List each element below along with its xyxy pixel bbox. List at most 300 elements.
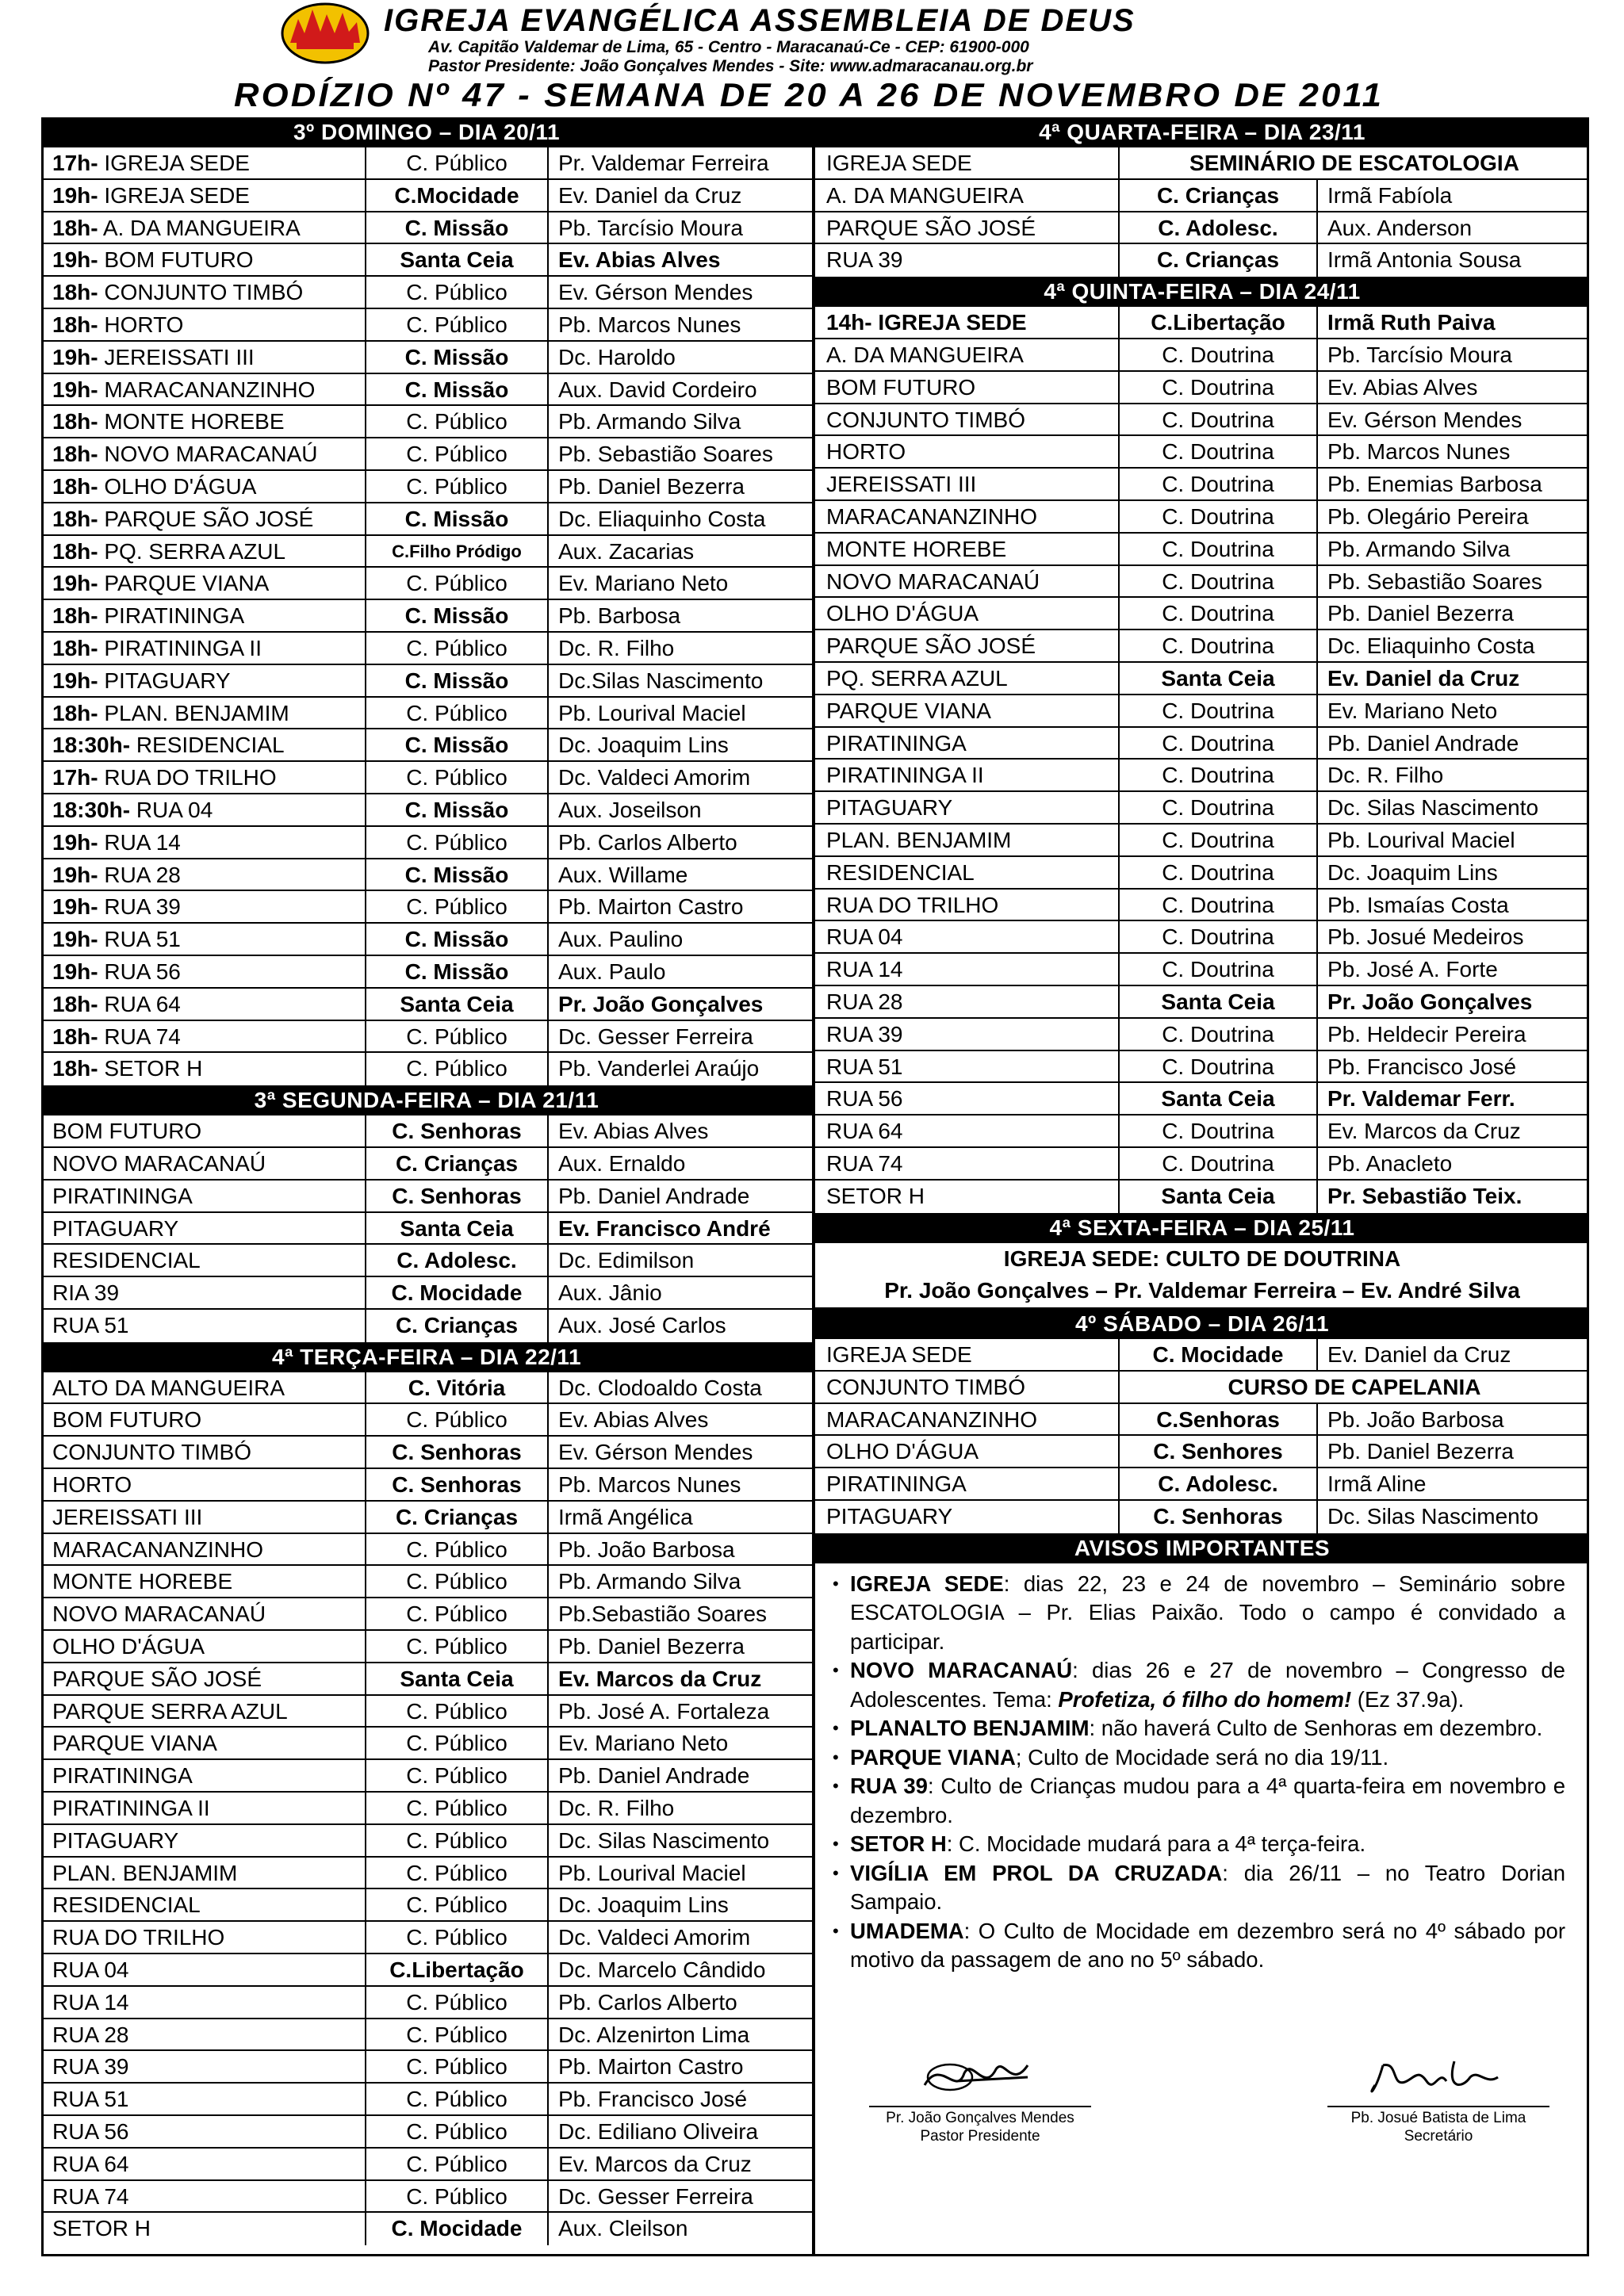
service-cell: Santa Ceia bbox=[1118, 1083, 1318, 1114]
aviso-label: NOVO MARACANAÚ bbox=[850, 1658, 1073, 1683]
aviso-item bbox=[833, 1714, 1565, 1743]
service-cell: C.Libertação bbox=[1118, 307, 1318, 338]
leader-cell: Ev. Daniel da Cruz bbox=[1327, 665, 1520, 691]
aviso-item bbox=[833, 1859, 1565, 1917]
leader-cell: Dc. Eliaquinho Costa bbox=[1327, 633, 1535, 659]
leader-cell: Pb. Daniel Bezerra bbox=[558, 473, 745, 499]
table-row bbox=[815, 890, 1589, 922]
leader-cell: Pb. Olegário Pereira bbox=[1327, 503, 1529, 529]
leader-cell: Ev. Gérson Mendes bbox=[558, 280, 753, 305]
table-row bbox=[815, 244, 1589, 277]
table-row bbox=[41, 406, 812, 438]
place-name: NOVO MARACANAÚ bbox=[104, 442, 318, 467]
place-name: BOM FUTURO bbox=[52, 1119, 202, 1144]
service-cell: C. Público bbox=[365, 568, 549, 599]
aviso-item bbox=[833, 1656, 1565, 1714]
place-name: PIRATININGA bbox=[52, 1183, 193, 1208]
aviso-item bbox=[833, 1743, 1565, 1773]
service-cell: C. Crianças bbox=[365, 1310, 549, 1342]
leader-cell: Aux. Jânio bbox=[558, 1280, 662, 1306]
time-label: 18h- bbox=[52, 538, 98, 564]
place-name: OLHO D'ÁGUA bbox=[826, 601, 979, 626]
table-row bbox=[41, 180, 812, 212]
table-row bbox=[815, 1148, 1589, 1181]
place-cell bbox=[41, 2084, 365, 2114]
service-cell: C. Missão bbox=[365, 729, 549, 760]
place-name: RIA 39 bbox=[52, 1280, 120, 1306]
place-cell bbox=[41, 342, 365, 373]
leader-cell: Pb. Francisco José bbox=[1327, 1054, 1517, 1079]
table-row bbox=[41, 698, 812, 730]
aviso-item bbox=[833, 1570, 1565, 1657]
leader-cell: Pb. Vanderlei Araújo bbox=[558, 1056, 760, 1081]
place-name: MONTE HOREBE bbox=[104, 409, 285, 434]
leader-cell: Dc. R. Filho bbox=[558, 1796, 675, 1821]
service-cell: C. Crianças bbox=[1118, 180, 1318, 211]
signature-line-right bbox=[1327, 2106, 1549, 2107]
table-row bbox=[41, 568, 812, 600]
leader-cell: Pb. Sebastião Soares bbox=[558, 442, 773, 467]
table-row bbox=[41, 1793, 812, 1825]
service-cell: C. Doutrina bbox=[1118, 501, 1318, 532]
place-cell bbox=[41, 1663, 365, 1694]
sabado-heading: 4º SÁBADO – DIA 26/11 bbox=[815, 1309, 1589, 1339]
place-name: PQ. SERRA AZUL bbox=[826, 665, 1008, 691]
place-cell bbox=[41, 2213, 365, 2245]
place-name: OLHO D'ÁGUA bbox=[104, 473, 257, 499]
leader-cell: Pb. Carlos Alberto bbox=[558, 829, 737, 855]
place-name: RUA 39 bbox=[826, 247, 903, 273]
aviso-text bbox=[850, 1570, 1565, 1657]
right-column bbox=[815, 117, 1589, 1975]
table-row bbox=[41, 2116, 812, 2149]
leader-cell: Ev. Marcos da Cruz bbox=[1327, 1119, 1521, 1144]
time-label: 18h- bbox=[52, 991, 98, 1016]
table-row bbox=[41, 1566, 812, 1598]
table-row bbox=[41, 1889, 812, 1922]
service-cell: C. Público bbox=[365, 147, 549, 178]
table-row bbox=[41, 2213, 812, 2245]
leader-cell: Aux. David Cordeiro bbox=[558, 377, 757, 402]
place-cell bbox=[41, 1404, 365, 1435]
place-name: PARQUE SÃO JOSÉ bbox=[826, 215, 1036, 240]
place-name: PARQUE SÃO JOSÉ bbox=[104, 506, 314, 531]
aviso-body: : Culto de Crianças mudou para a 4ª quarta-feira em novembro e dezembro. bbox=[850, 1774, 1565, 1827]
table-row bbox=[41, 794, 812, 827]
table-row bbox=[41, 503, 812, 536]
place-name: BOM FUTURO bbox=[826, 374, 976, 400]
quinta-table bbox=[815, 307, 1589, 1212]
leader-cell: Pb. José A. Forte bbox=[1327, 957, 1498, 982]
signature-right-role: Secretário bbox=[1404, 2128, 1473, 2145]
place-cell bbox=[41, 568, 365, 599]
signature-left-role: Pastor Presidente bbox=[920, 2128, 1040, 2145]
time-label: 19h- bbox=[52, 247, 98, 273]
table-row bbox=[41, 2084, 812, 2116]
leader-cell: Pb. Francisco José bbox=[558, 2087, 748, 2112]
service-cell: C. Missão bbox=[365, 212, 549, 243]
table-row bbox=[41, 1277, 812, 1310]
table-row bbox=[41, 1922, 812, 1954]
bullet-icon: • bbox=[833, 1862, 839, 1883]
service-cell: C. Crianças bbox=[1118, 244, 1318, 277]
service-cell: C. Doutrina bbox=[1118, 825, 1318, 855]
place-name: RESIDENCIAL bbox=[826, 859, 975, 885]
place-cell bbox=[41, 309, 365, 340]
time-label: 17h- bbox=[52, 151, 98, 175]
service-cell: C. Missão bbox=[365, 859, 549, 890]
table-row bbox=[815, 1083, 1589, 1115]
leader-cell: Pb. Daniel Bezerra bbox=[1327, 1439, 1515, 1464]
place-cell bbox=[815, 1404, 1118, 1435]
leader-cell: Ev. Mariano Neto bbox=[558, 571, 729, 596]
aviso-body: ; Culto de Mocidade será no dia 19/11. bbox=[1015, 1744, 1389, 1770]
segunda-table bbox=[41, 1115, 812, 1342]
bullet-icon: • bbox=[833, 1920, 839, 1941]
service-cell: C.Senhoras bbox=[1118, 1404, 1318, 1435]
signature-left bbox=[861, 2053, 1099, 2145]
service-cell: C. Público bbox=[365, 2149, 549, 2179]
place-name: RUA 28 bbox=[826, 989, 903, 1014]
service-cell: C. Missão bbox=[365, 503, 549, 534]
leader-cell: Ev. Abias Alves bbox=[558, 1119, 709, 1144]
place-name: A. DA MANGUEIRA bbox=[826, 342, 1024, 367]
aviso-theme: Profetiza, ó filho do homem! bbox=[1058, 1686, 1352, 1712]
time-label: 19h- bbox=[52, 894, 98, 920]
sexta-service: IGREJA SEDE: CULTO DE DOUTRINA bbox=[1003, 1246, 1401, 1271]
leader-cell: Pb. Mairton Castro bbox=[558, 894, 744, 920]
time-label: 18h- bbox=[52, 442, 98, 467]
table-row bbox=[815, 534, 1589, 566]
leader-cell: Pb. Tarcísio Moura bbox=[1327, 342, 1512, 367]
place-name: OLHO D'ÁGUA bbox=[52, 1634, 205, 1659]
place-cell bbox=[815, 534, 1118, 564]
aviso-body: : O Culto de Mocidade em dezembro será no 4º sábado por motivo da passagem de ano no 5º sábado. bbox=[850, 1918, 1565, 1973]
table-row bbox=[41, 1696, 812, 1728]
place-cell bbox=[41, 1534, 365, 1565]
place-name: 14h- IGREJA SEDE bbox=[826, 310, 1027, 335]
table-row bbox=[41, 1053, 812, 1085]
service-cell: C. Mocidade bbox=[365, 2213, 549, 2245]
place-name: SETOR H bbox=[826, 1183, 925, 1208]
leader-cell: Ev. Francisco André bbox=[558, 1215, 771, 1241]
leader-cell: Ev. Daniel da Cruz bbox=[1327, 1342, 1511, 1368]
table-row bbox=[41, 1631, 812, 1663]
leader-cell: Dc. Silas Nascimento bbox=[558, 1827, 770, 1853]
leader-cell: Ev. Abias Alves bbox=[1327, 374, 1478, 400]
place-cell bbox=[41, 1053, 365, 1085]
service-cell: Santa Ceia bbox=[1118, 986, 1318, 1017]
place-name: PARQUE VIANA bbox=[52, 1731, 217, 1756]
service-cell: C. Doutrina bbox=[1118, 372, 1318, 403]
place-name: RUA 51 bbox=[52, 1312, 129, 1337]
table-row bbox=[815, 630, 1589, 663]
place-cell bbox=[41, 1021, 365, 1052]
place-cell bbox=[41, 1825, 365, 1856]
service-cell: C.Filho Pródigo bbox=[365, 536, 549, 567]
place-cell bbox=[41, 1213, 365, 1244]
leader-cell: Irmã Aline bbox=[1327, 1471, 1427, 1497]
place-name: RUA 74 bbox=[826, 1150, 903, 1176]
bullet-icon: • bbox=[833, 1747, 839, 1767]
table-row bbox=[41, 2019, 812, 2052]
table-row bbox=[815, 307, 1589, 339]
time-label: 18h- bbox=[52, 473, 98, 499]
aviso-text bbox=[850, 1772, 1565, 1830]
table-row bbox=[41, 1372, 812, 1405]
service-cell: C. Público bbox=[365, 698, 549, 729]
terca-table bbox=[41, 1372, 812, 2246]
place-cell bbox=[815, 1468, 1118, 1499]
service-cell: C. Público bbox=[365, 1631, 549, 1662]
aviso-body: : não haverá Culto de Senhoras em dezembro. bbox=[1089, 1716, 1543, 1741]
time-label: 19h- bbox=[52, 571, 98, 596]
organization-name: IGREJA EVANGÉLICA ASSEMBLEIA DE DEUS bbox=[384, 3, 1136, 38]
leader-cell: Pr. Valdemar Ferreira bbox=[558, 151, 769, 175]
time-label: 19h- bbox=[52, 959, 98, 984]
table-row bbox=[41, 1760, 812, 1793]
table-row bbox=[41, 438, 812, 471]
leader-cell: Ev. Abias Alves bbox=[558, 247, 721, 273]
leader-cell: Aux. Ernaldo bbox=[558, 1150, 686, 1176]
place-name: PITAGUARY bbox=[52, 1827, 179, 1853]
service-cell: C. Público bbox=[365, 1696, 549, 1727]
time-label: 19h- bbox=[52, 862, 98, 887]
table-row bbox=[41, 471, 812, 503]
leader-cell: Aux. Joseilson bbox=[558, 797, 702, 822]
aviso-text bbox=[850, 1859, 1565, 1917]
service-cell: C. Missão bbox=[365, 924, 549, 955]
place-cell bbox=[41, 1566, 365, 1597]
place-name: ALTO DA MANGUEIRA bbox=[52, 1375, 285, 1400]
service-cell: C. Público bbox=[365, 1728, 549, 1758]
table-row bbox=[41, 1245, 812, 1277]
table-row bbox=[41, 212, 812, 245]
place-name: PARQUE VIANA bbox=[104, 571, 270, 596]
leader-cell: Pb. Lourival Maciel bbox=[558, 700, 746, 725]
service-cell: C. Público bbox=[365, 1534, 549, 1565]
leader-cell: Dc. Joaquim Lins bbox=[558, 733, 729, 758]
place-name: PITAGUARY bbox=[52, 1215, 179, 1241]
table-row bbox=[41, 891, 812, 924]
place-cell bbox=[41, 762, 365, 793]
leader-cell: Irmã Angélica bbox=[558, 1504, 693, 1529]
place-cell bbox=[815, 1181, 1118, 1213]
aviso-label: IGREJA SEDE bbox=[850, 1571, 1004, 1596]
table-row bbox=[815, 1436, 1589, 1468]
table-row bbox=[41, 1437, 812, 1469]
service-cell: C. Público bbox=[365, 277, 549, 308]
leader-cell: Pb. Daniel Bezerra bbox=[558, 1634, 745, 1659]
sexta-heading: 4ª SEXTA-FEIRA – DIA 25/11 bbox=[815, 1213, 1589, 1243]
service-cell: C. Missão bbox=[365, 342, 549, 373]
signature-right bbox=[1320, 2053, 1557, 2145]
place-name: NOVO MARACANAÚ bbox=[52, 1601, 266, 1627]
leader-cell: Irmã Antonia Sousa bbox=[1327, 247, 1522, 273]
place-name: MONTE HOREBE bbox=[826, 536, 1007, 561]
place-name: RUA 51 bbox=[104, 927, 181, 952]
table-row bbox=[41, 1502, 812, 1534]
leader-cell: Ev. Marcos da Cruz bbox=[558, 1666, 762, 1691]
avisos-list bbox=[815, 1563, 1589, 1975]
aviso-item bbox=[833, 1917, 1565, 1975]
table-row bbox=[41, 2181, 812, 2214]
service-cell: C. Público bbox=[365, 2181, 549, 2212]
bullet-icon: • bbox=[833, 1834, 839, 1854]
service-cell: C. Doutrina bbox=[1118, 436, 1318, 467]
place-name: CONJUNTO TIMBÓ bbox=[52, 1440, 251, 1465]
service-cell: C. Público bbox=[365, 1053, 549, 1085]
place-name: RESIDENCIAL bbox=[52, 1248, 201, 1273]
service-cell: C. Doutrina bbox=[1118, 404, 1318, 435]
sexta-leaders: Pr. João Gonçalves – Pr. Valdemar Ferreira – Ev. André Silva bbox=[815, 1275, 1589, 1309]
place-cell bbox=[41, 665, 365, 696]
avisos-heading: AVISOS IMPORTANTES bbox=[815, 1533, 1589, 1563]
place-cell bbox=[815, 147, 1118, 178]
place-name: RUA DO TRILHO bbox=[826, 892, 999, 917]
quarta-heading: 4ª QUARTA-FEIRA – DIA 23/11 bbox=[815, 117, 1589, 147]
place-cell bbox=[815, 212, 1118, 243]
place-name: PITAGUARY bbox=[826, 795, 953, 821]
service-cell: C. Público bbox=[365, 438, 549, 469]
table-row bbox=[815, 663, 1589, 695]
place-name: PIRATININGA bbox=[826, 730, 967, 756]
service-cell: C. Público bbox=[365, 1566, 549, 1597]
place-name: RUA 51 bbox=[52, 2087, 129, 2112]
table-row bbox=[815, 1468, 1589, 1501]
service-cell: C. Público bbox=[365, 1598, 549, 1629]
quarta-table bbox=[815, 147, 1589, 277]
place-cell bbox=[815, 857, 1118, 888]
place-name: MARACANANZINHO bbox=[826, 1406, 1038, 1432]
place-cell bbox=[815, 663, 1118, 694]
table-row bbox=[41, 1825, 812, 1858]
time-label: 19h- bbox=[52, 668, 98, 693]
table-row bbox=[41, 600, 812, 633]
service-cell: Santa Ceia bbox=[365, 989, 549, 1020]
service-cell: C. Público bbox=[365, 406, 549, 437]
place-name: RUA 14 bbox=[52, 1989, 129, 2015]
terca-heading: 4ª TERÇA-FEIRA – DIA 22/11 bbox=[41, 1342, 812, 1372]
place-name: RUA 56 bbox=[104, 959, 181, 984]
aviso-tail: (Ez 37.9a). bbox=[1351, 1686, 1465, 1712]
place-cell bbox=[815, 244, 1118, 277]
service-cell: C. Mocidade bbox=[1118, 1339, 1318, 1370]
bullet-icon: • bbox=[833, 1660, 839, 1681]
place-cell bbox=[41, 1922, 365, 1953]
place-cell bbox=[815, 501, 1118, 532]
place-name: RUA 51 bbox=[826, 1054, 903, 1079]
service-cell: C.Libertação bbox=[365, 1954, 549, 1985]
place-cell bbox=[41, 1115, 365, 1146]
bullet-icon: • bbox=[833, 1573, 839, 1594]
place-name: IGREJA SEDE bbox=[104, 182, 250, 208]
table-row bbox=[41, 374, 812, 407]
service-cell: C. Doutrina bbox=[1118, 469, 1318, 499]
leader-cell: Aux. Willame bbox=[558, 862, 688, 887]
aviso-body: : C. Mocidade mudará para a 4ª terça-feira. bbox=[946, 1831, 1366, 1857]
place-cell bbox=[41, 794, 365, 825]
time-label: 18h- bbox=[52, 312, 98, 337]
place-name: NOVO MARACANAÚ bbox=[826, 568, 1040, 594]
service-cell: C. Público bbox=[365, 1404, 549, 1435]
leader-cell: Dc.Silas Nascimento bbox=[558, 668, 764, 693]
service-cell: Santa Ceia bbox=[365, 1663, 549, 1694]
event-label: SEMINÁRIO DE ESCATOLOGIA bbox=[1118, 147, 1589, 178]
place-name: MARACANANZINHO bbox=[52, 1536, 264, 1562]
place-cell bbox=[41, 180, 365, 211]
place-cell bbox=[815, 469, 1118, 499]
church-address: Av. Capitão Valdemar de Lima, 65 - Centro - Maracanaú-Ce - CEP: 61900-000 bbox=[428, 38, 1029, 56]
table-row bbox=[41, 1663, 812, 1696]
leader-cell: Aux. Anderson bbox=[1327, 215, 1473, 240]
place-cell bbox=[41, 1889, 365, 1920]
signature-right-name: Pb. Josué Batista de Lima bbox=[1350, 2110, 1526, 2126]
segunda-heading: 3ª SEGUNDA-FEIRA – DIA 21/11 bbox=[41, 1085, 812, 1115]
place-name: RUA 28 bbox=[52, 2022, 129, 2047]
leader-cell: Pb. Daniel Bezerra bbox=[1327, 601, 1515, 626]
bullet-icon: • bbox=[833, 1718, 839, 1739]
service-cell: C. Adolesc. bbox=[1118, 212, 1318, 243]
place-name: PLAN. BENJAMIM bbox=[104, 700, 289, 725]
leader-cell: Pb. Enemias Barbosa bbox=[1327, 472, 1542, 497]
table-row bbox=[815, 695, 1589, 728]
place-cell bbox=[41, 1954, 365, 1985]
table-row bbox=[815, 1372, 1589, 1404]
table-row bbox=[41, 956, 812, 989]
place-name: PARQUE SERRA AZUL bbox=[52, 1698, 288, 1724]
place-cell bbox=[815, 986, 1118, 1017]
table-row bbox=[815, 1019, 1589, 1051]
place-cell bbox=[41, 471, 365, 502]
service-cell: C. Doutrina bbox=[1118, 1051, 1318, 1082]
place-cell bbox=[41, 503, 365, 534]
place-cell bbox=[815, 1051, 1118, 1082]
table-row bbox=[815, 180, 1589, 212]
time-label: 19h- bbox=[52, 344, 98, 369]
leader-cell: Dc. Silas Nascimento bbox=[1327, 1504, 1539, 1529]
place-name: RUA 64 bbox=[104, 991, 181, 1016]
leader-cell: Dc. Joaquim Lins bbox=[558, 1892, 729, 1918]
leader-cell: Pb. Mairton Castro bbox=[558, 2054, 744, 2080]
aviso-text bbox=[850, 1917, 1565, 1975]
place-cell bbox=[41, 827, 365, 858]
table-row bbox=[815, 469, 1589, 501]
time-label: 18h- bbox=[52, 409, 98, 434]
table-row bbox=[815, 1339, 1589, 1372]
quinta-heading: 4ª QUINTA-FEIRA – DIA 24/11 bbox=[815, 277, 1589, 307]
service-cell: C. Público bbox=[365, 1825, 549, 1856]
table-row bbox=[41, 277, 812, 309]
service-cell: Santa Ceia bbox=[1118, 663, 1318, 694]
place-name: SETOR H bbox=[52, 2216, 151, 2241]
service-cell: C. Doutrina bbox=[1118, 1019, 1318, 1050]
leader-cell: Pb. Heldecir Pereira bbox=[1327, 1021, 1526, 1047]
leader-cell: Pb. Armando Silva bbox=[1327, 536, 1511, 561]
table-row bbox=[41, 1404, 812, 1437]
leader-cell: Dc. Joaquim Lins bbox=[1327, 859, 1498, 885]
place-cell bbox=[815, 1148, 1118, 1179]
place-name: PARQUE VIANA bbox=[826, 698, 991, 723]
table-row bbox=[41, 2149, 812, 2181]
aviso-label: UMADEMA bbox=[850, 1918, 964, 1943]
table-row bbox=[41, 1728, 812, 1760]
place-name: PIRATININGA II bbox=[826, 763, 984, 788]
leader-cell: Dc. Alzenirton Lima bbox=[558, 2022, 750, 2047]
table-row bbox=[41, 859, 812, 892]
place-cell bbox=[815, 890, 1118, 920]
table-row bbox=[41, 762, 812, 794]
